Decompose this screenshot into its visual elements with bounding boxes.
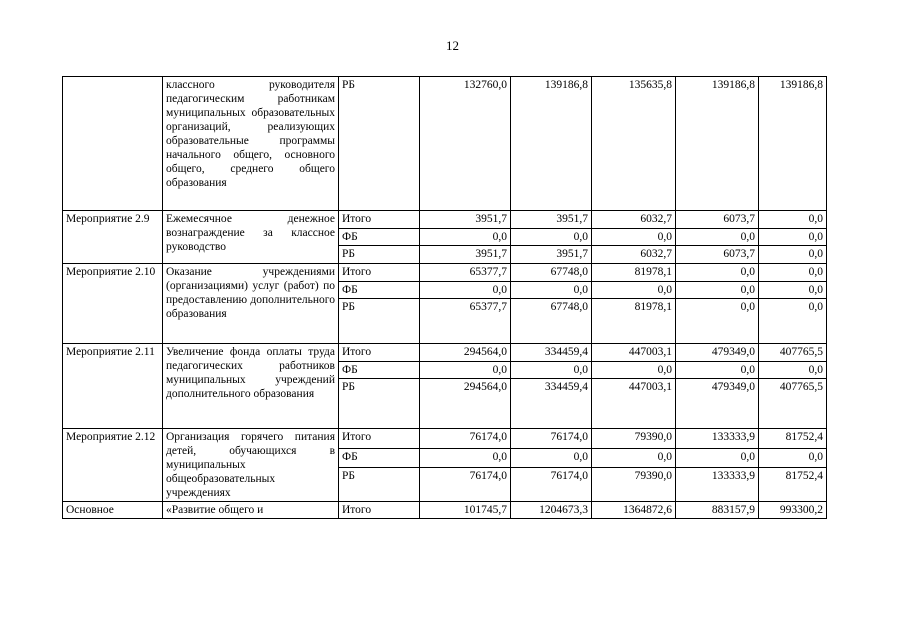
amount-cell: 67748,0 <box>511 264 592 282</box>
amount-cell: 76174,0 <box>420 468 511 502</box>
amount-cell: 993300,2 <box>759 502 827 519</box>
amount-cell: 0,0 <box>420 229 511 246</box>
amount-cell: 0,0 <box>759 211 827 229</box>
amount-cell: 447003,1 <box>592 379 676 429</box>
amount-cell: 0,0 <box>420 362 511 379</box>
amount-cell: 0,0 <box>511 229 592 246</box>
amount-cell: 0,0 <box>511 282 592 299</box>
amount-cell: 0,0 <box>759 264 827 282</box>
page-number: 12 <box>446 38 459 53</box>
amount-cell: 0,0 <box>759 229 827 246</box>
table-row <box>63 502 827 519</box>
amount-cell: 6073,7 <box>676 246 759 264</box>
amount-cell: 81978,1 <box>592 264 676 282</box>
amount-cell: 0,0 <box>759 299 827 344</box>
table-row <box>63 429 827 449</box>
amount-cell: 6073,7 <box>676 211 759 229</box>
amount-cell: 447003,1 <box>592 344 676 362</box>
funding-source-cell: ФБ <box>339 229 420 246</box>
budget-table <box>62 76 827 519</box>
amount-cell: 0,0 <box>676 449 759 468</box>
amount-cell: 81752,4 <box>759 468 827 502</box>
amount-cell: 3951,7 <box>511 211 592 229</box>
amount-cell: 479349,0 <box>676 379 759 429</box>
amount-cell: 0,0 <box>759 362 827 379</box>
table-row <box>63 344 827 362</box>
amount-cell: 3951,7 <box>511 246 592 264</box>
amount-cell: 334459,4 <box>511 379 592 429</box>
table-row <box>63 211 827 229</box>
amount-cell: 67748,0 <box>511 299 592 344</box>
table-row <box>63 264 827 282</box>
event-name-cell <box>63 77 163 211</box>
amount-cell: 65377,7 <box>420 264 511 282</box>
amount-cell: 0,0 <box>676 282 759 299</box>
amount-cell: 76174,0 <box>420 429 511 449</box>
funding-source-cell: ФБ <box>339 362 420 379</box>
amount-cell: 101745,7 <box>420 502 511 519</box>
amount-cell: 79390,0 <box>592 468 676 502</box>
amount-cell: 3951,7 <box>420 246 511 264</box>
amount-cell: 0,0 <box>420 282 511 299</box>
amount-cell: 479349,0 <box>676 344 759 362</box>
funding-source-cell: ФБ <box>339 282 420 299</box>
amount-cell: 294564,0 <box>420 344 511 362</box>
amount-cell: 1204673,3 <box>511 502 592 519</box>
event-description-cell: Оказание учреждениями (организациями) услуг (работ) по предоставлению дополнительного образования <box>163 264 339 344</box>
amount-cell: 79390,0 <box>592 429 676 449</box>
amount-cell: 133333,9 <box>676 429 759 449</box>
amount-cell: 76174,0 <box>511 429 592 449</box>
amount-cell: 76174,0 <box>511 468 592 502</box>
amount-cell: 0,0 <box>511 449 592 468</box>
funding-source-cell: РБ <box>339 246 420 264</box>
funding-source-cell: Итого <box>339 344 420 362</box>
funding-source-cell: РБ <box>339 299 420 344</box>
amount-cell: 0,0 <box>676 229 759 246</box>
funding-source-cell: ФБ <box>339 449 420 468</box>
event-description-cell: классного руководителя педагогическим работникам муниципальных образовательных организаций, реализующих образовательные программы начального общего, основного общего, среднего общего образования <box>163 77 339 211</box>
amount-cell: 883157,9 <box>676 502 759 519</box>
event-name-cell: Основное <box>63 502 163 519</box>
event-description-cell: Организация горячего питания детей, обучающихся в муниципальных общеобразовательных учреждениях <box>163 429 339 502</box>
amount-cell: 132760,0 <box>420 77 511 211</box>
amount-cell: 3951,7 <box>420 211 511 229</box>
amount-cell: 0,0 <box>759 246 827 264</box>
amount-cell: 0,0 <box>676 299 759 344</box>
funding-source-cell: РБ <box>339 468 420 502</box>
amount-cell: 407765,5 <box>759 344 827 362</box>
table-row <box>63 77 827 211</box>
amount-cell: 0,0 <box>676 264 759 282</box>
funding-source-cell: Итого <box>339 429 420 449</box>
event-name-cell: Мероприятие 2.10 <box>63 264 163 344</box>
event-name-cell: Мероприятие 2.12 <box>63 429 163 502</box>
funding-source-cell: РБ <box>339 77 420 211</box>
event-name-cell: Мероприятие 2.11 <box>63 344 163 429</box>
amount-cell: 0,0 <box>592 362 676 379</box>
amount-cell: 0,0 <box>759 449 827 468</box>
amount-cell: 81978,1 <box>592 299 676 344</box>
amount-cell: 0,0 <box>420 449 511 468</box>
amount-cell: 65377,7 <box>420 299 511 344</box>
amount-cell: 0,0 <box>676 362 759 379</box>
funding-source-cell: Итого <box>339 502 420 519</box>
amount-cell: 135635,8 <box>592 77 676 211</box>
amount-cell: 139186,8 <box>676 77 759 211</box>
event-description-cell: Ежемесячное денежное вознаграждение за классное руководство <box>163 211 339 264</box>
amount-cell: 81752,4 <box>759 429 827 449</box>
amount-cell: 133333,9 <box>676 468 759 502</box>
amount-cell: 6032,7 <box>592 246 676 264</box>
amount-cell: 0,0 <box>511 362 592 379</box>
event-description-cell: «Развитие общего и <box>163 502 339 519</box>
amount-cell: 1364872,6 <box>592 502 676 519</box>
amount-cell: 294564,0 <box>420 379 511 429</box>
funding-source-cell: Итого <box>339 264 420 282</box>
amount-cell: 334459,4 <box>511 344 592 362</box>
amount-cell: 407765,5 <box>759 379 827 429</box>
amount-cell: 139186,8 <box>759 77 827 211</box>
amount-cell: 6032,7 <box>592 211 676 229</box>
event-name-cell: Мероприятие 2.9 <box>63 211 163 264</box>
amount-cell: 0,0 <box>592 229 676 246</box>
funding-source-cell: РБ <box>339 379 420 429</box>
event-description-cell: Увеличение фонда оплаты труда педагогических работников муниципальных учреждений дополнительного образования <box>163 344 339 429</box>
amount-cell: 0,0 <box>592 449 676 468</box>
amount-cell: 0,0 <box>759 282 827 299</box>
amount-cell: 139186,8 <box>511 77 592 211</box>
amount-cell: 0,0 <box>592 282 676 299</box>
funding-source-cell: Итого <box>339 211 420 229</box>
